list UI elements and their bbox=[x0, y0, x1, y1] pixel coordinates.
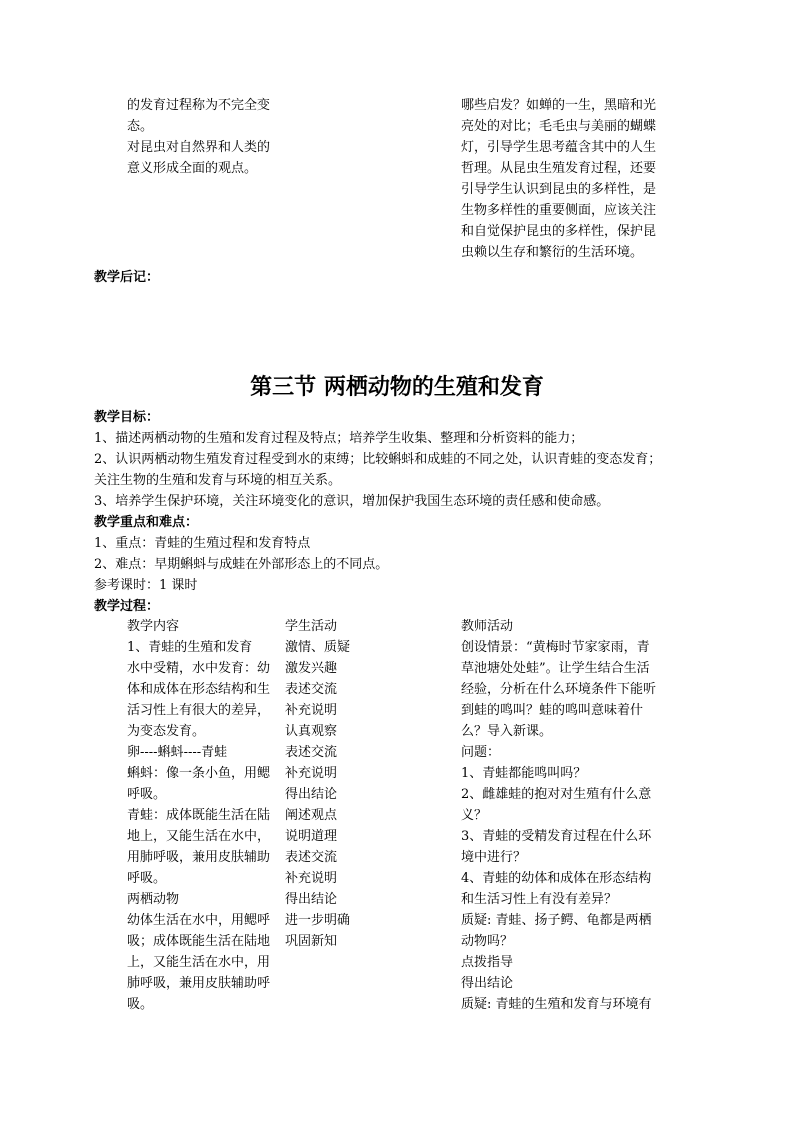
student-activity: 激情、质疑 bbox=[285, 640, 351, 655]
content-line: 1、青蛙的生殖和发育 bbox=[127, 640, 253, 655]
top-right-line: 虫赖以生存和繁衍的生活环境。 bbox=[461, 245, 644, 260]
content-line: 呼吸。 bbox=[127, 787, 167, 802]
content-line: 青蛙：成体既能生活在陆 bbox=[127, 808, 271, 823]
objective-line: 关注生物的生殖和发育与环境的相互关系。 bbox=[94, 473, 342, 488]
key-points-heading: 教学重点和难点： bbox=[94, 515, 199, 530]
content-line: 吸。 bbox=[127, 997, 154, 1012]
content-line: 肺呼吸，兼用皮肤辅助呼 bbox=[127, 976, 271, 991]
student-column-header: 学生活动 bbox=[285, 619, 338, 634]
class-hours: 参考课时：1 课时 bbox=[94, 578, 198, 593]
student-activity: 表述交流 bbox=[285, 682, 338, 697]
content-line: 幼体生活在水中，用鳃呼 bbox=[127, 913, 271, 928]
student-activity: 进一步明确 bbox=[285, 913, 351, 928]
process-heading: 教学过程： bbox=[94, 599, 160, 614]
teacher-line: 2、雌雄蛙的抱对对生殖有什么意 bbox=[461, 787, 652, 802]
teacher-line: 4、青蛙的幼体和成体在形态结构 bbox=[461, 871, 652, 886]
teacher-line: 问题： bbox=[461, 745, 501, 760]
student-activity: 补充说明 bbox=[285, 871, 338, 886]
teacher-line: 点拨指导 bbox=[461, 955, 514, 970]
content-line: 活习性上有很大的差异， bbox=[127, 703, 271, 718]
teacher-line: 1、青蛙都能鸣叫吗？ bbox=[461, 766, 587, 781]
objective-line: 1、描述两栖动物的生殖和发育过程及特点；培养学生收集、整理和分析资料的能力； bbox=[94, 431, 584, 446]
student-activity: 补充说明 bbox=[285, 703, 338, 718]
content-line: 体和成体在形态结构和生 bbox=[127, 682, 271, 697]
content-line: 两栖动物 bbox=[127, 892, 180, 907]
student-activity: 巩固新知 bbox=[285, 934, 338, 949]
student-activity: 说明道理 bbox=[285, 829, 338, 844]
top-right-line: 灯，引导学生思考蕴含其中的人生 bbox=[461, 140, 657, 155]
content-line: 吸；成体既能生活在陆地 bbox=[127, 934, 271, 949]
teacher-column-header: 教师活动 bbox=[461, 619, 514, 634]
top-right-line: 哪些启发？如蝉的一生，黑暗和光 bbox=[461, 98, 657, 113]
top-right-line: 和自觉保护昆虫的多样性，保护昆 bbox=[461, 224, 657, 239]
objective-line: 3、培养学生保护环境，关注环境变化的意识，增加保护我国生态环境的责任感和使命感。 bbox=[94, 494, 610, 509]
student-activity: 激发兴趣 bbox=[285, 661, 338, 676]
teacher-line: 到蛙的鸣叫？蛙的鸣叫意味着什 bbox=[461, 703, 644, 718]
content-line: 卵----蝌蚪----青蛙 bbox=[127, 745, 228, 760]
section-title: 第三节 两栖动物的生殖和发育 bbox=[250, 374, 544, 400]
top-left-line: 态。 bbox=[127, 119, 154, 134]
teacher-line: 质疑: 青蛙的生殖和发育与环境有 bbox=[461, 997, 652, 1012]
top-right-line: 引导学生认识到昆虫的多样性，是 bbox=[461, 182, 657, 197]
teacher-line: 么？导入新课。 bbox=[461, 724, 553, 739]
content-line: 蝌蚪：像一条小鱼，用鳃 bbox=[127, 766, 271, 781]
top-right-line: 亮处的对比；毛毛虫与美丽的蝴蝶 bbox=[461, 119, 657, 134]
top-right-line: 生物多样性的重要侧面，应该关注 bbox=[461, 203, 657, 218]
student-activity: 得出结论 bbox=[285, 892, 338, 907]
teacher-line: 质疑: 青蛙、扬子鳄、龟都是两栖 bbox=[461, 913, 652, 928]
content-line: 呼吸。 bbox=[127, 871, 167, 886]
student-activity: 认真观察 bbox=[285, 724, 338, 739]
key-point-line: 1、重点：青蛙的生殖过程和发育特点 bbox=[94, 536, 311, 551]
top-left-line: 对昆虫对自然界和人类的 bbox=[127, 140, 271, 155]
teacher-line: 经验，分析在什么环境条件下能听 bbox=[461, 682, 657, 697]
student-activity: 得出结论 bbox=[285, 787, 338, 802]
content-line: 用肺呼吸，兼用皮肤辅助 bbox=[127, 850, 271, 865]
teacher-line: 得出结论 bbox=[461, 976, 514, 991]
content-line: 地上，又能生活在水中， bbox=[127, 829, 271, 844]
student-activity: 表述交流 bbox=[285, 850, 338, 865]
teacher-line: 3、青蛙的受精发育过程在什么环 bbox=[461, 829, 652, 844]
student-activity: 表述交流 bbox=[285, 745, 338, 760]
teacher-line: 境中进行？ bbox=[461, 850, 527, 865]
content-column-header: 教学内容 bbox=[127, 619, 180, 634]
teacher-line: 动物吗？ bbox=[461, 934, 514, 949]
teacher-line: 和生活习性上有没有差异？ bbox=[461, 892, 618, 907]
top-left-line: 意义形成全面的观点。 bbox=[127, 161, 258, 176]
content-line: 为变态发育。 bbox=[127, 724, 206, 739]
content-line: 上，又能生活在水中，用 bbox=[127, 955, 271, 970]
top-left-line: 的发育过程称为不完全变 bbox=[127, 98, 271, 113]
objective-line: 2、认识两栖动物生殖发育过程受到水的束缚；比较蝌蚪和成蛙的不同之处，认识青蛙的变态发育； bbox=[94, 452, 662, 467]
content-line: 水中受精，水中发育：幼 bbox=[127, 661, 271, 676]
teacher-line: 义？ bbox=[461, 808, 488, 823]
teacher-line: 草池塘处处蛙”。让学生结合生活 bbox=[461, 661, 650, 676]
key-point-line: 2、难点：早期蝌蚪与成蛙在外部形态上的不同点。 bbox=[94, 557, 389, 572]
objectives-heading: 教学目标： bbox=[94, 410, 160, 425]
top-right-line: 哲理。从昆虫生殖发育过程，还要 bbox=[461, 161, 657, 176]
student-activity: 阐述观点 bbox=[285, 808, 338, 823]
student-activity: 补充说明 bbox=[285, 766, 338, 781]
teacher-line: 创设情景：“黄梅时节家家雨，青 bbox=[461, 640, 650, 655]
postscript-heading: 教学后记： bbox=[94, 270, 160, 285]
